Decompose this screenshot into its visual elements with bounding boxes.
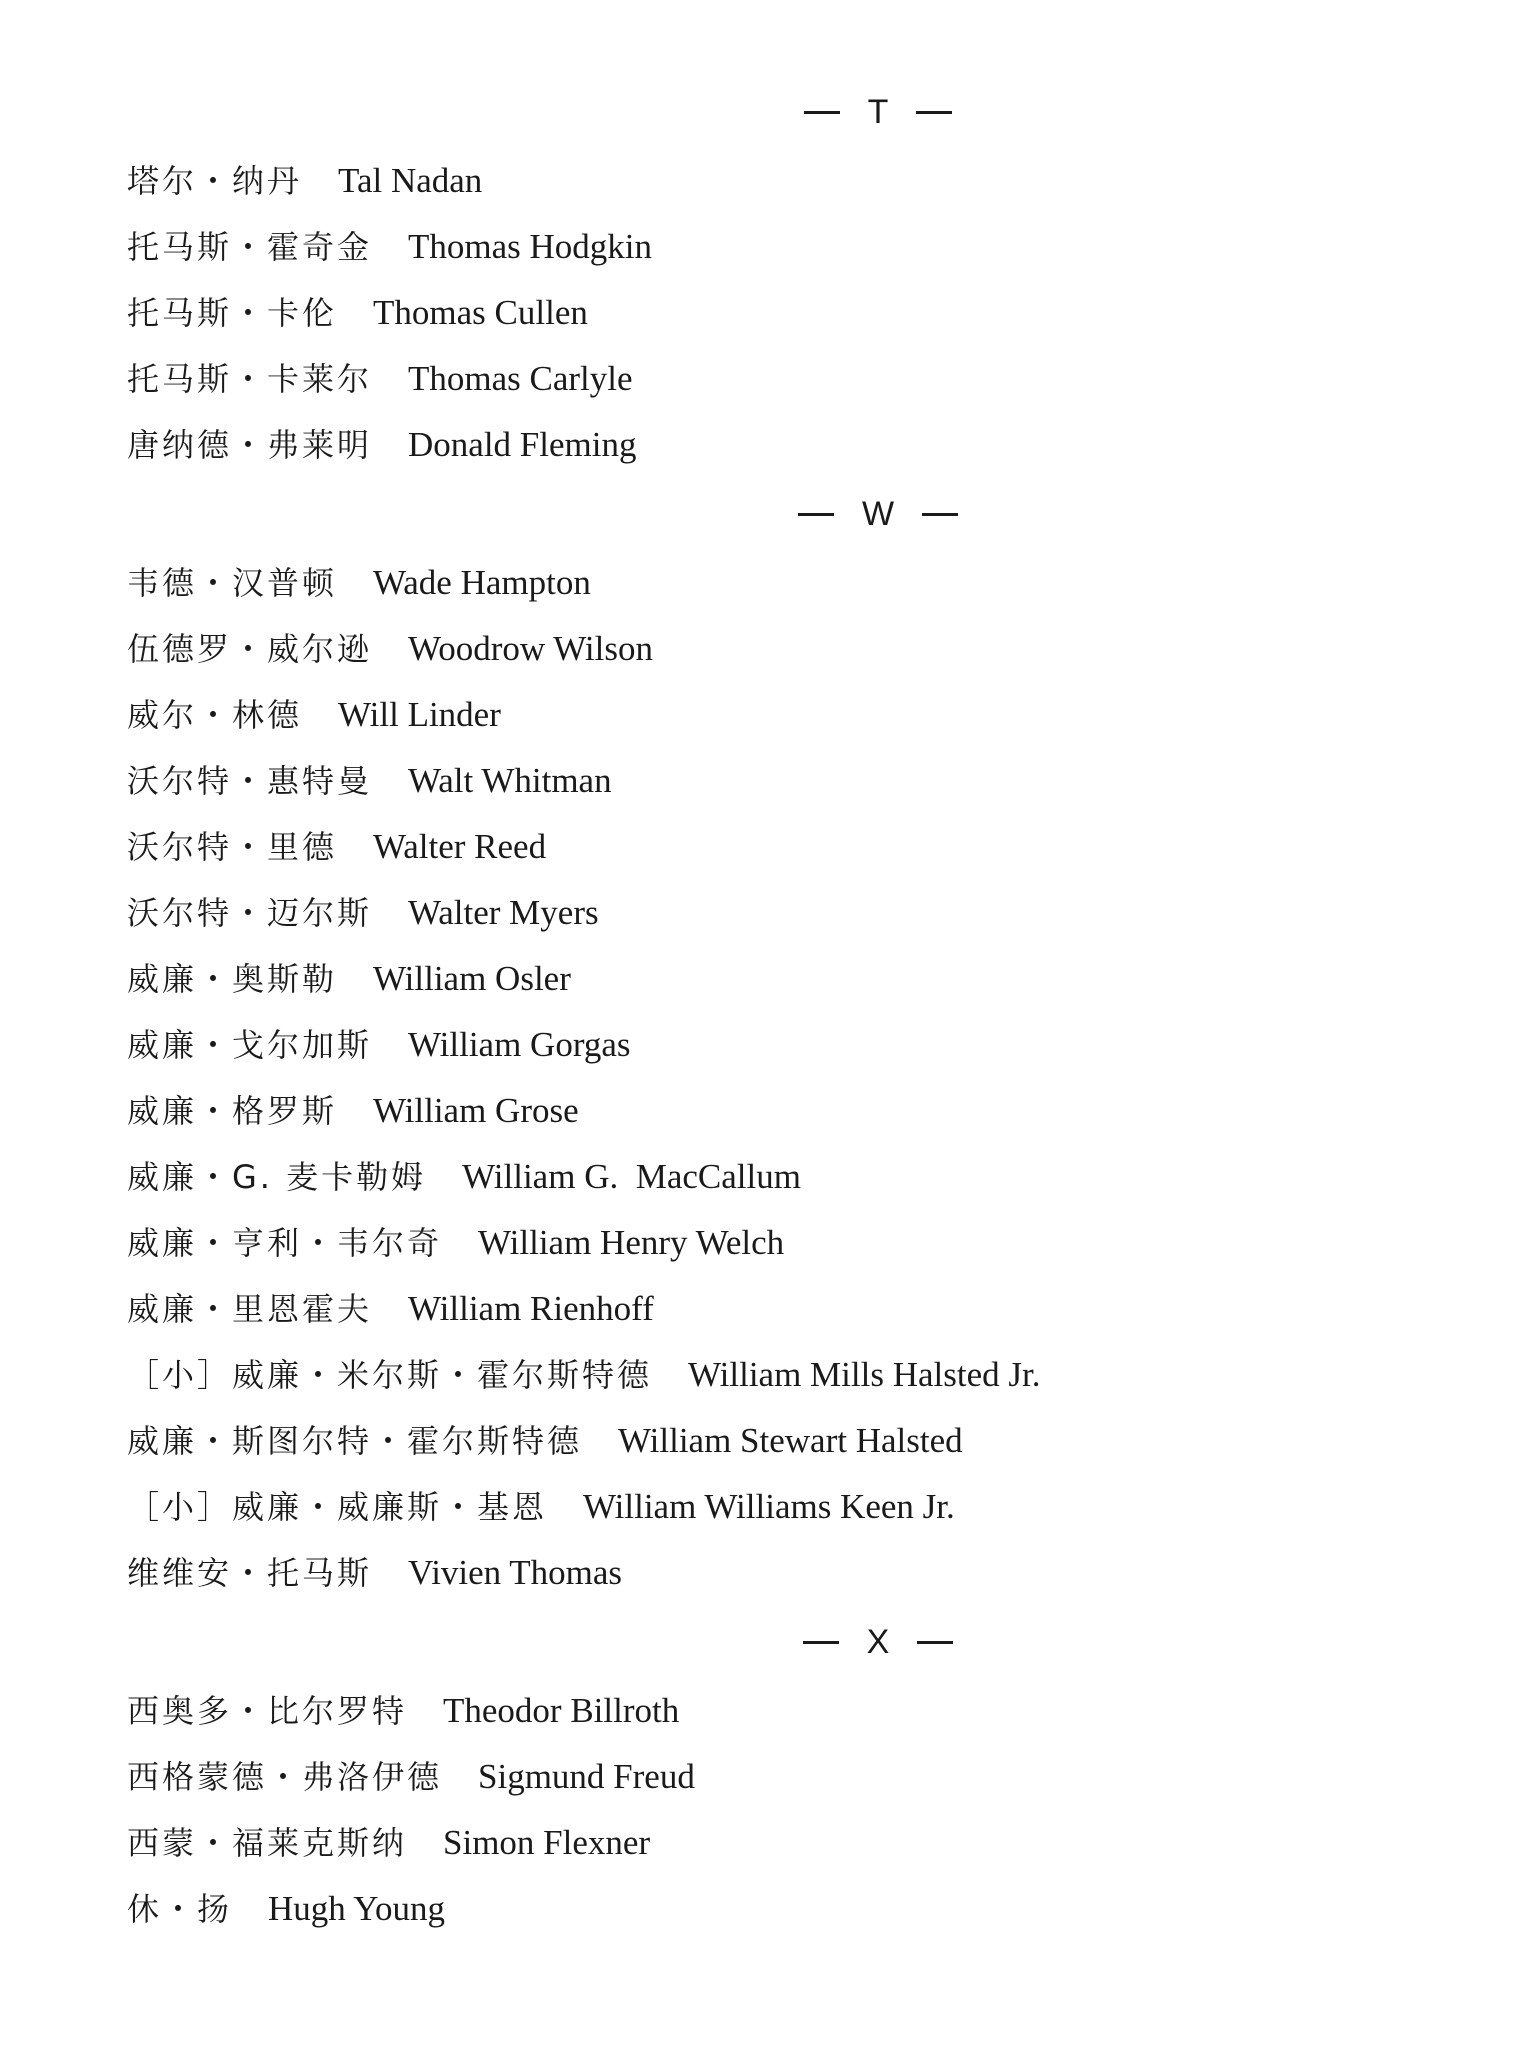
list-item: [127, 214, 1536, 280]
list-item: [127, 1210, 1536, 1276]
english-name: Tal Nadan: [338, 161, 483, 200]
english-name: Thomas Hodgkin: [408, 227, 653, 266]
english-name: William Mills Halsted Jr.: [688, 1355, 1041, 1394]
list-item: [127, 148, 1536, 214]
list-item: [127, 682, 1536, 748]
list-item: [127, 880, 1536, 946]
section-heading: [0, 76, 1536, 148]
dash-right: [917, 1641, 953, 1644]
english-name: Thomas Cullen: [373, 293, 588, 332]
list-item: [127, 1744, 1536, 1810]
chinese-name: 西蒙・福莱克斯纳: [127, 1824, 408, 1862]
chinese-name: 沃尔特・惠特曼: [127, 762, 373, 800]
list-item: [127, 1078, 1536, 1144]
dash-left: [798, 513, 834, 516]
list-item: [127, 346, 1536, 412]
english-name: Theodor Billroth: [443, 1691, 680, 1730]
section-w: [0, 478, 1536, 1606]
list-item: [127, 280, 1536, 346]
chinese-name: 休・扬: [127, 1890, 233, 1928]
section-letter: W: [861, 494, 895, 533]
english-name: William Henry Welch: [478, 1223, 785, 1262]
chinese-name: 威廉・格罗斯: [127, 1092, 338, 1130]
list-item: [127, 1408, 1536, 1474]
english-name: Sigmund Freud: [478, 1757, 695, 1796]
list-item: [127, 412, 1536, 478]
list-item: [127, 1342, 1536, 1408]
chinese-name: 威廉・斯图尔特・霍尔斯特德: [127, 1422, 583, 1460]
name-list: [0, 148, 1536, 478]
chinese-name: 托马斯・卡莱尔: [127, 360, 373, 398]
list-item: [127, 1144, 1536, 1210]
list-item: [127, 1540, 1536, 1606]
english-name: William Gorgas: [408, 1025, 631, 1064]
section-heading: [0, 478, 1536, 550]
dash-right: [916, 111, 952, 114]
english-name: William Grose: [373, 1091, 579, 1130]
english-name: William Stewart Halsted: [618, 1421, 963, 1460]
chinese-name: 沃尔特・里德: [127, 828, 338, 866]
english-name: William Williams Keen Jr.: [583, 1487, 955, 1526]
chinese-name: 维维安・托马斯: [127, 1554, 373, 1592]
list-item: [127, 814, 1536, 880]
chinese-name: 威廉・奥斯勒: [127, 960, 338, 998]
list-item: [127, 1678, 1536, 1744]
english-name: Walter Myers: [408, 893, 599, 932]
english-name: Walter Reed: [373, 827, 547, 866]
chinese-name: 威廉・里恩霍夫: [127, 1290, 373, 1328]
list-item: [127, 1276, 1536, 1342]
english-name: Vivien Thomas: [408, 1553, 623, 1592]
chinese-name: 威廉・G. 麦卡勒姆: [127, 1158, 427, 1196]
english-name: William G. MacCallum: [462, 1157, 801, 1196]
section-heading: [0, 1606, 1536, 1678]
dash-left: [804, 111, 840, 114]
chinese-name: 威廉・戈尔加斯: [127, 1026, 373, 1064]
list-item: [127, 1876, 1536, 1942]
list-item: [127, 1810, 1536, 1876]
chinese-name: 塔尔・纳丹: [127, 162, 303, 200]
english-name: Donald Fleming: [408, 425, 637, 464]
english-name: Will Linder: [338, 695, 501, 734]
chinese-name: 西奥多・比尔罗特: [127, 1692, 408, 1730]
chinese-name: 托马斯・霍奇金: [127, 228, 373, 266]
dash-right: [922, 513, 958, 516]
chinese-name: ［小］威廉・威廉斯・基恩: [127, 1488, 548, 1526]
english-name: Wade Hampton: [373, 563, 591, 602]
chinese-name: 沃尔特・迈尔斯: [127, 894, 373, 932]
section-t: [0, 0, 1536, 478]
english-name: William Osler: [373, 959, 571, 998]
english-name: Woodrow Wilson: [408, 629, 653, 668]
dash-left: [803, 1641, 839, 1644]
list-item: [127, 550, 1536, 616]
chinese-name: 西格蒙德・弗洛伊德: [127, 1758, 443, 1796]
english-name: Thomas Carlyle: [408, 359, 633, 398]
english-name: Hugh Young: [268, 1889, 446, 1928]
list-item: [127, 616, 1536, 682]
chinese-name: 伍德罗・威尔逊: [127, 630, 373, 668]
list-item: [127, 748, 1536, 814]
list-item: [127, 1474, 1536, 1540]
chinese-name: 威廉・亨利・韦尔奇: [127, 1224, 443, 1262]
chinese-name: 托马斯・卡伦: [127, 294, 338, 332]
chinese-name: ［小］威廉・米尔斯・霍尔斯特德: [127, 1356, 653, 1394]
english-name: Walt Whitman: [408, 761, 612, 800]
chinese-name: 威尔・林德: [127, 696, 303, 734]
list-item: [127, 1012, 1536, 1078]
name-list: [0, 550, 1536, 1606]
name-list: [0, 1678, 1536, 1942]
english-name: William Rienhoff: [408, 1289, 654, 1328]
english-name: Simon Flexner: [443, 1823, 651, 1862]
section-letter: X: [866, 1622, 890, 1661]
chinese-name: 韦德・汉普顿: [127, 564, 338, 602]
chinese-name: 唐纳德・弗莱明: [127, 426, 373, 464]
list-item: [127, 946, 1536, 1012]
section-x: [0, 1606, 1536, 1942]
section-letter: T: [867, 92, 889, 131]
